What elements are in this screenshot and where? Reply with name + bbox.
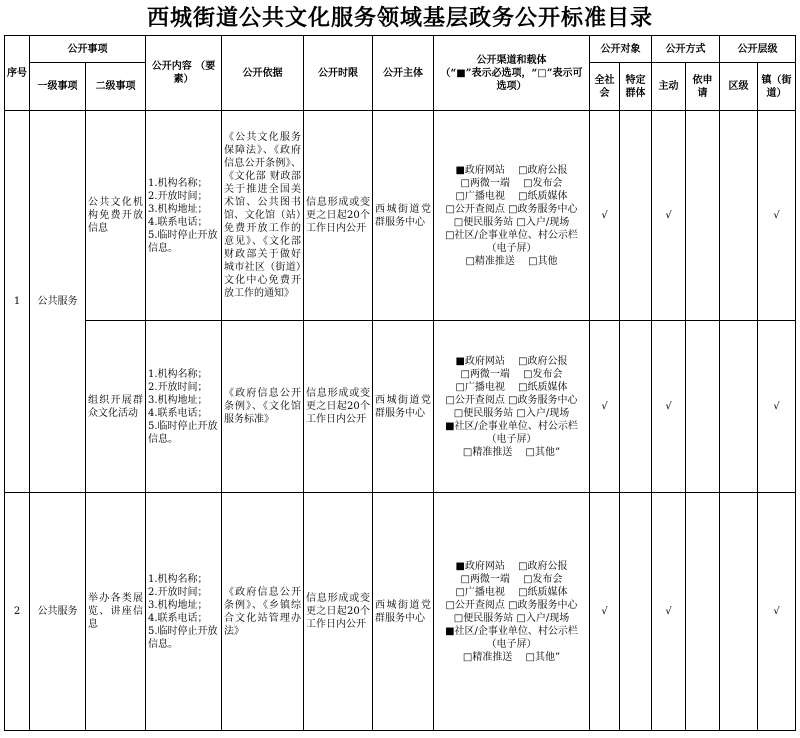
header-level1: 一级事项 <box>30 63 86 111</box>
row-seq: 1 <box>5 111 30 493</box>
channel-line: ■政府网站 □政府公报 <box>455 560 568 572</box>
header-channel-title: 公开渠道和载体 <box>476 54 547 66</box>
header-target: 公开对象 <box>590 36 652 63</box>
channel-line: □广播电视 □纸质媒体 <box>455 586 568 598</box>
check-level-district <box>720 493 758 731</box>
channel-line: □广播电视 □纸质媒体 <box>455 381 568 393</box>
channel-line: （电子屏） <box>486 242 537 254</box>
row-time-limit: 信息形成或变更之日起20个工作日内公开 <box>304 111 373 321</box>
row-content: 1.机构名称； 2.开放时间； 3.机构地址； 4.联系电话； 5.临时停止开放信息。 <box>146 321 222 493</box>
row-content: 1.机构名称； 2.开放时间； 3.机构地址； 4.联系电话； 5.临时停止开放信息。 <box>146 111 222 321</box>
check-method-active: √ <box>652 493 686 731</box>
channel-line: （电子屏） <box>486 433 537 445</box>
row-level2: 举办各类展览、讲座信息 <box>86 493 146 731</box>
row-level2: 组织开展群众文化活动 <box>86 321 146 493</box>
row-seq: 2 <box>5 493 30 731</box>
header-target-specific: 特定群体 <box>620 63 652 111</box>
row-subject: 西城街道党群服务中心 <box>373 111 434 321</box>
check-method-request <box>686 493 720 731</box>
check-level-district <box>720 321 758 493</box>
header-subject: 公开主体 <box>373 36 434 111</box>
channel-line: ■社区/企事业单位、村公示栏 <box>445 625 578 637</box>
channel-line: □公开查阅点 □政务服务中心 <box>445 203 578 215</box>
row-time-limit: 信息形成或变更之日起20个工作日内公开 <box>304 493 373 731</box>
row-time-limit: 信息形成或变更之日起20个工作日内公开 <box>304 321 373 493</box>
check-method-request <box>686 321 720 493</box>
header-channel <box>434 36 590 111</box>
header-basis: 公开依据 <box>222 36 304 111</box>
channel-line: □便民服务站 □入户/现场 <box>453 612 570 624</box>
header-method: 公开方式 <box>652 36 720 63</box>
header-level-town: 镇（街道） <box>758 63 796 111</box>
header-channel-note: （“■”表示必选项，“□”表示可选项） <box>440 67 583 92</box>
channel-line: □便民服务站 □入户/现场 <box>453 407 570 419</box>
catalog-table <box>4 35 796 731</box>
channel-line: ■政府网站 □政府公报 <box>455 355 568 367</box>
row-subject: 西城街道党群服务中心 <box>373 321 434 493</box>
header-items: 公开事项 <box>30 36 146 63</box>
table-row <box>5 321 796 493</box>
channel-line: ■政府网站 □政府公报 <box>455 164 568 176</box>
row-content: 1.机构名称； 2.开放时间； 3.机构地址； 4.联系电话； 5.临时停止开放信息。 <box>146 493 222 731</box>
check-level-town: √ <box>758 111 796 321</box>
channel-line: □精准推送 □其他” <box>462 651 561 663</box>
check-target-all: √ <box>590 111 620 321</box>
channel-line: □两微一端 □发布会 <box>460 177 563 189</box>
header-method-active: 主动 <box>652 63 686 111</box>
row-basis: 《公共文化服务保障法》、《政府信息公开条例》、《文化部 财政部关于推进全国美术馆、公共图书馆、文化馆（站）免费开放工作的意见》、《文化部 财政部关于做好城市社区（街道）文化中心免费开放工作的通知》 <box>222 111 304 321</box>
channel-line: □便民服务站 □入户/现场 <box>453 216 570 228</box>
row-channels <box>434 321 590 493</box>
row-level2: 公共文化机构免费开放信息 <box>86 111 146 321</box>
channel-line: □广播电视 □纸质媒体 <box>455 190 568 202</box>
channel-line: □精准推送 □其他 <box>465 255 558 267</box>
header-content: 公开内容 （要素） <box>146 36 222 111</box>
page-title: 西城街道公共文化服务领域基层政务公开标准目录 <box>146 6 653 31</box>
check-method-active: √ <box>652 111 686 321</box>
row-level1: 公共服务 <box>30 111 86 493</box>
channel-line: □精准推送 □其他” <box>462 446 561 458</box>
row-subject: 西城街道党群服务中心 <box>373 493 434 731</box>
table-row <box>5 493 796 731</box>
check-target-all: √ <box>590 321 620 493</box>
header-target-all: 全社会 <box>590 63 620 111</box>
row-channels <box>434 493 590 731</box>
channel-line: □公开查阅点 □政务服务中心 <box>445 599 578 611</box>
channel-line: ■社区/企事业单位、村公示栏 <box>445 420 578 432</box>
row-basis: 《政府信息公开条例》、《乡镇综合文化站管理办法》 <box>222 493 304 731</box>
table-row <box>5 111 796 321</box>
header-level: 公开层级 <box>720 36 796 63</box>
check-method-request <box>686 111 720 321</box>
check-target-all: √ <box>590 493 620 731</box>
header-level2: 二级事项 <box>86 63 146 111</box>
channel-line: □两微一端 □发布会 <box>460 368 563 380</box>
check-target-specific <box>620 493 652 731</box>
header-row-1 <box>5 36 796 63</box>
check-level-town: √ <box>758 321 796 493</box>
row-basis: 《政府信息公开条例》、《文化馆服务标准》 <box>222 321 304 493</box>
header-seq: 序号 <box>5 36 30 111</box>
check-level-district <box>720 111 758 321</box>
channel-line: □社区/企事业单位、村公示栏 <box>445 229 578 241</box>
check-method-active: √ <box>652 321 686 493</box>
check-target-specific <box>620 111 652 321</box>
header-time-limit: 公开时限 <box>304 36 373 111</box>
check-level-town: √ <box>758 493 796 731</box>
row-level1: 公共服务 <box>30 493 86 731</box>
channel-line: □公开查阅点 □政务服务中心 <box>445 394 578 406</box>
check-target-specific <box>620 321 652 493</box>
row-channels <box>434 111 590 321</box>
header-method-request: 依申请 <box>686 63 720 111</box>
channel-line: □两微一端 □发布会 <box>460 573 563 585</box>
channel-line: （电子屏） <box>486 638 537 650</box>
header-level-district: 区级 <box>720 63 758 111</box>
